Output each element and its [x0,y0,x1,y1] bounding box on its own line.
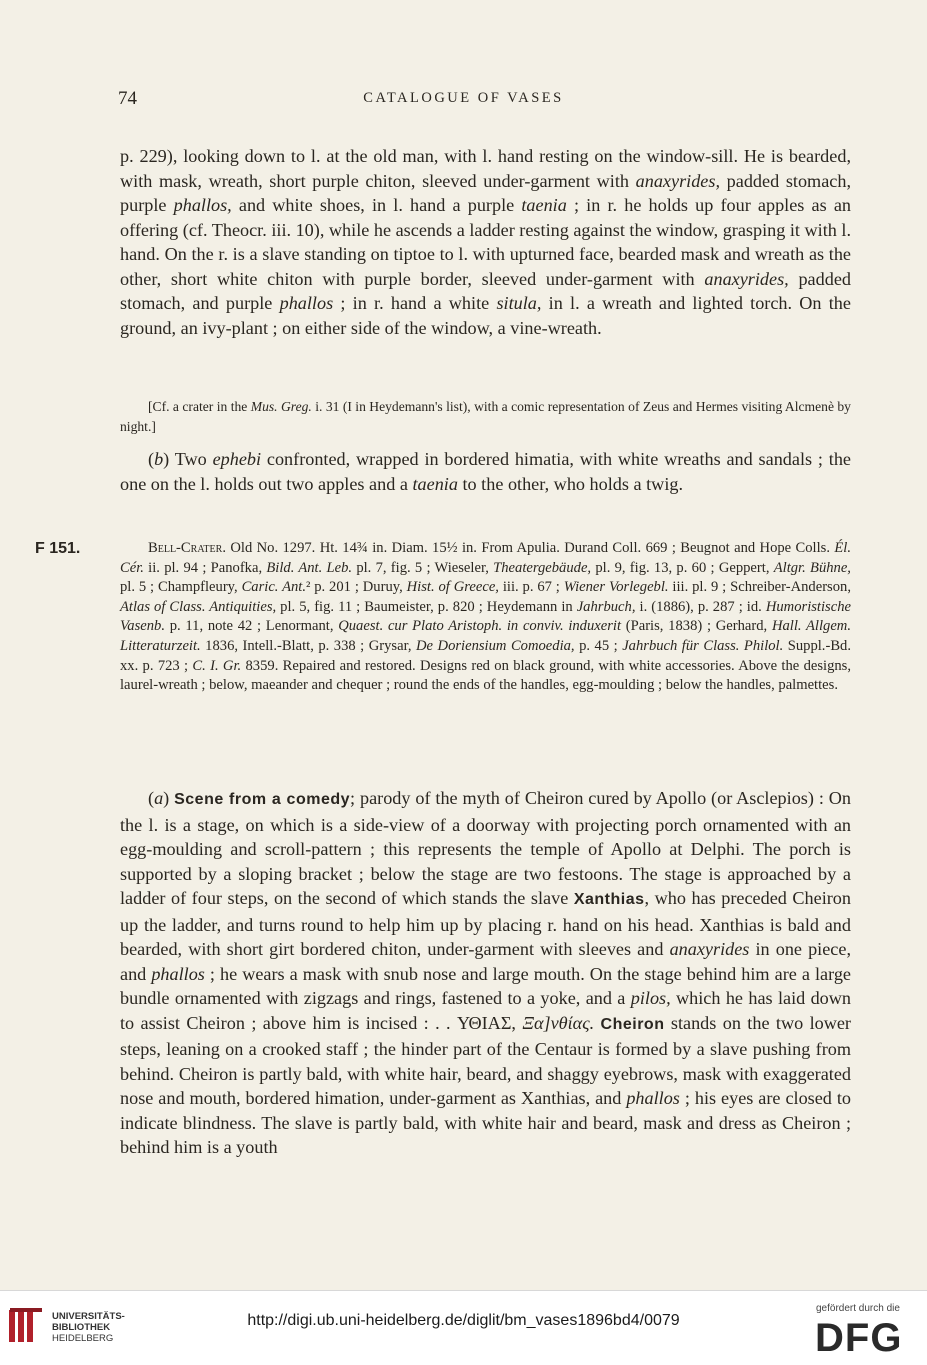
paragraph-side-b: (b) Two ephebi confronted, wrapped in bordered himatia, with white wreaths and sandals ; the one on the l. holds out two apples and a taenia to the other, who holds a twig. [120,449,851,494]
running-head [0,88,927,114]
page-number: 74 [118,88,137,109]
permalink-url[interactable]: http://digi.ub.uni-heidelberg.de/diglit/bm_vases1896bd4/0079 [247,1312,680,1329]
funded-by-text: gefördert durch die [816,1303,900,1314]
dfg-logo: DFG [815,1316,903,1360]
object-type: Bell-Crater. [148,540,226,556]
catalogue-number: F 151. [35,540,81,557]
running-title: CATALOGUE OF VASES [363,90,564,106]
paragraph-side-a: (a) Scene from a comedy; parody of the myth of Cheiron cured by Apollo (or Asclepios) : On the l. is a stage, on which is a side-view of a doorway with projecting porch ornamented with an egg-moulding and scroll-pattern ; this represents the temple of Apollo at Delphi. The porch is supported by a sloping bracket ; below the stage are two festoons. The stage is approached by a ladder of four steps, on the second of which stands the slave Xanthias, who has preceded Cheiron up the ladder, and turns round to help him up by placing r. hand on his head. Xanthias is bald and bearded, with short girt bordered chiton, under-garment with sleeves and anaxyrides in one piece, and phallos ; he wears a mask with snub nose and large mouth. On the stage behind him are a large bundle ornamented with zigzags and rings, fastened to a yoke, and a pilos, which he has laid down to assist Cheiron ; above him is incised : . . ΥΘΙΑΣ, Ξα]νθίας. Cheiron stands on the two lower steps, leaning on a crooked staff ; the hinder part of the Centaur is formed by a slave pushing from behind. Cheiron is partly bald, with white hair, beard, and shaggy eyebrows, mask with exaggerated nose and mouth, bordered himation, under-garment as Xanthias, and phallos ; his eyes are closed to indicate blindness. The slave is partly bald, with white hair and beard, mask and dress as Cheiron ; behind him is a youth [120,788,852,1157]
paragraph-continuation: p. 229), looking down to l. at the old man, with l. hand resting on the window-sill. He is bearded, with mask, wreath, short purple chiton, sleeved under-garment with anaxyrides, padded stomach, purple phallos, and white shoes, in l. hand a purple taenia ; in r. he holds up four apples as an offering (cf. Theocr. iii. 10), while he ascends a ladder resting against the window, grasping it with l. hand. On the r. is a slave standing on tiptoe to l. with upturned face, bearded mask and wreath as the other, short white chiton with purple border, sleeved under-garment with anaxyrides, padded stomach, and purple phallos ; in r. hand a white situla, in l. a wreath and lighted torch. On the ground, an ivy-plant ; on either side of the window, a vine-wreath. [120,146,852,338]
catalogue-entry-bibliography: Bell-Crater. Old No. 1297. Ht. 14¾ in. Diam. 15½ in. From Apulia. Durand Coll. 669 ; Beugnot and Hope Colls. Él. Cér. ii. pl. 94 ; Panofka, Bild. Ant. Leb. pl. 7, fig. 5 ; Wieseler, Theatergebäude, pl. 9, fig. 13, p. 60 ; Geppert, Altgr. Bühne, pl. 5 ; Champfleury, Caric. Ant.² p. 201 ; Duruy, Hist. of Greece, iii. p. 67 ; Wiener Vorlegebl. iii. pl. 9 ; Schreiber-Anderson, Atlas of Class. Antiquities, pl. 5, fig. 11 ; Baumeister, p. 820 ; Heydemann in Jahrbuch, i. (1886), p. 287 ; id. Humoristische Vasenb. p. 11, note 42 ; Lenormant, Quaest. cur Plato Aristoph. in conviv. induxerit (Paris, 1838) ; Gerhard, Hall. Allgem. Litteraturzeit. 1836, Intell.-Blatt, p. 338 ; Grysar, De Doriensium Comoedia, p. 45 ; Jahrbuch für Class. Philol. Suppl.-Bd. xx. p. 723 ; C. I. Gr. 8359. Repaired and restored. Designs red on black ground, with white accessories. Above the designs, laurel-wreath ; below, maeander and chequer ; round the ends of the handles, egg-moulding ; below the handles, palmettes. [120,540,852,694]
university-library-name: UNIVERSITÄTS- BIBLIOTHEK HEIDELBERG [52,1311,125,1344]
bracket-note: [Cf. a crater in the Mus. Greg. i. 31 (I in Heydemann's list), with a comic representation of Zeus and Hermes visiting Alcmenè by night.] [120,399,851,434]
